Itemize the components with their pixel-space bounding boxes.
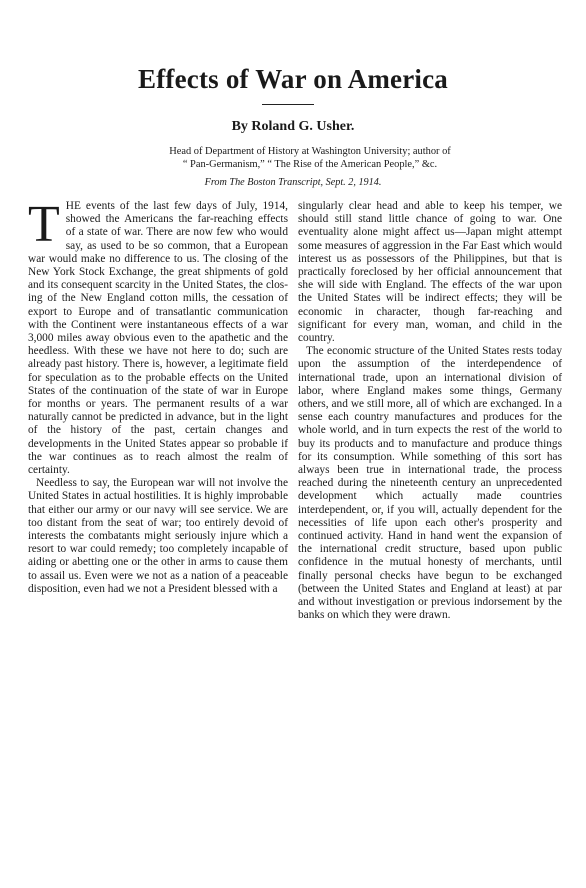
source-citation: From The Boston Transcript, Sept. 2, 1914.	[204, 177, 382, 188]
paragraph-2-continued: singularly clear head and able to keep his temper, we should still stand little chance of going to war. One eventuality alone might affect us—Japan might attempt some measures of aggression in the Far East which would interest us as possessors of the Philippines, but that is practically foreclosed by her official announcement that she will side with England. The effects of the war upon the United States will be indirect effects; they will be economic in character, though far-reaching and significant for every man, woman, and child in the country.	[298, 200, 562, 345]
paragraph-1-text: HE events of the last few days of July, 1914, showed the Americans the far-reaching effects of a state of war. There are now few who would say, as used to be so common, that a European war would make no difference to us. The closing of the New York Stock Exchange, the great shipments of gold and its consequent scarcity in the United States, the closing of the New England cotton mills, the cessation of export to Europe and of transatlantic communication with the Continent were instantaneous effects of a war 3,000 miles away obvious even to the apathetic and the heedless. With these we have not here to do; such are already past history. There is, however, a legitimate field for speculation as to the probable effects on the United States of the continuation of the state of war in Europe for months or years. The permanent results of a war naturally cannot be predicted in advance, but in the light of the history of the past, certain changes and developments in the United States appear so probable if the war continues as to reach almost the realm of certainty.	[28, 200, 288, 477]
right-column	[298, 200, 562, 623]
affiliation-line-2: “ Pan-Germanism,” “ The Rise of the American People,” &c.	[182, 159, 438, 170]
byline: By Roland G. Usher.	[231, 119, 355, 134]
paragraph-1	[28, 196, 288, 477]
left-column	[28, 196, 288, 596]
drop-cap: T	[28, 196, 60, 253]
article-title: Effects of War on America	[138, 64, 448, 94]
paragraph-3: The economic structure of the United States rests today upon the assumption of the interdependence of international trade, upon an international division of labor, where England makes some things, Germany others, and we still more, all of which are exchanged. In a sense each country manufactures and produces for the whole world, and in turn expects the rest of the world to buy its products and to manufacture and produce things for its consumption. While something of this sort has always been true in international trade, the process reached during the nineteenth century an unprecedented development which actually made countries interdependent, or, if you will, actually dependent for the necessities of life upon each other's prosperity and continued activity. Hand in hand went the expansion of the international credit structure, based upon public confidence in the mutual honesty of merchants, until finally personal checks have begun to be exchanged (between the United States and England at least) at par and without investigation or previous indorsement by the banks on which they were drawn.	[298, 345, 562, 622]
paragraph-2: Needless to say, the European war will not involve the United States in actual hostilities. It is highly improbable that either our army or our navy will see service. We are too distant from the seat of war; too entirely devoid of interests the combatants might seriously injure which a resort to war could remedy; too completely incapable of aiding or abetting one or the other in arms to cause them to assail us. Even were we not as a nation of a peaceable disposition, even had we not a President blessed with a	[28, 477, 288, 595]
author-affiliation	[70, 145, 550, 171]
title-rule	[262, 104, 314, 105]
affiliation-line-1: Head of Department of History at Washington University; author of	[169, 146, 451, 157]
